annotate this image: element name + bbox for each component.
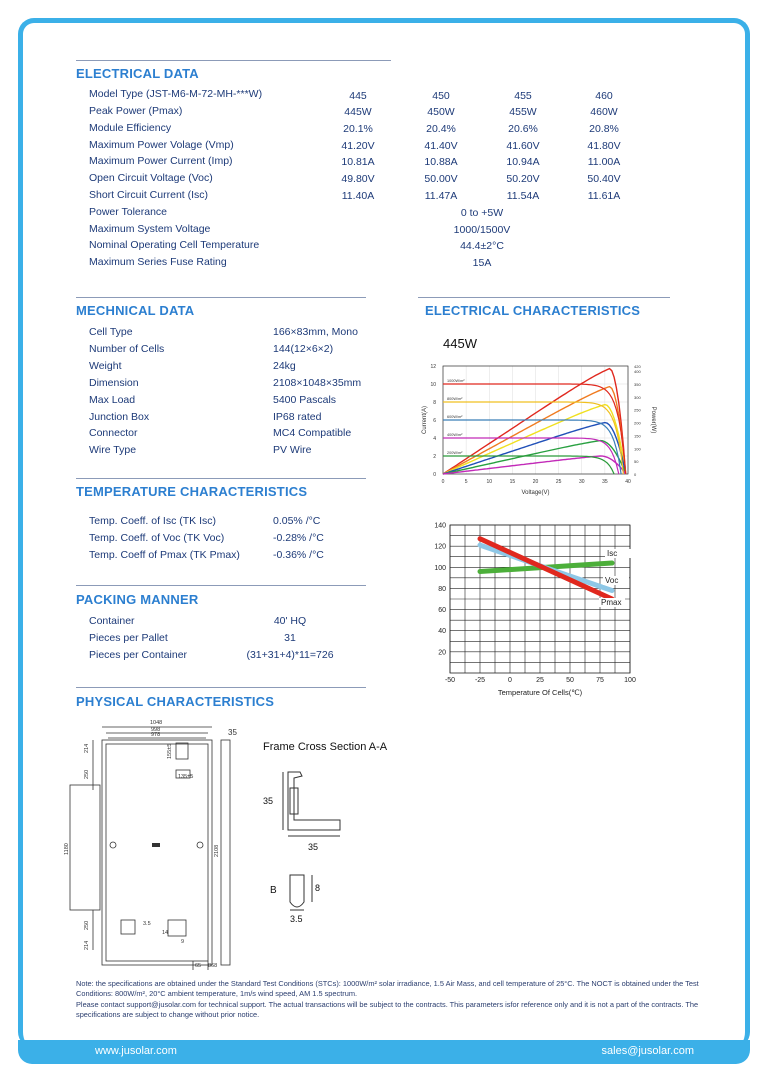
packing-label: Pieces per Container <box>89 649 188 661</box>
y-tick-label: 12 <box>430 364 436 370</box>
frame-cross-section <box>258 760 368 940</box>
divider <box>418 297 670 298</box>
b-height: 8 <box>315 883 321 893</box>
note-line-2: Please contact support@jusolar.com for technical support. The actual transactions will be subject to the contracts. This parameters isfor reference only and it is not a part of the contracts. The specifications are subject to change without prior notice. <box>76 999 699 1020</box>
spec-label: Module Efficiency <box>89 121 172 134</box>
dim-35-side: 35 <box>228 728 237 737</box>
y-tick-label: 2 <box>433 454 436 460</box>
dim-250-top: 250 <box>84 769 90 779</box>
y-tick-label: 40 <box>438 628 446 636</box>
y2-tick-label: 150 <box>634 433 641 439</box>
mech-label: Cell Type <box>89 326 133 338</box>
dim-250-bottom: 250 <box>84 920 90 930</box>
spec-value: 20.4% <box>426 122 456 135</box>
spec-value: 1000/1500V <box>453 223 511 236</box>
mech-label: Weight <box>89 359 122 372</box>
x-tick-label: 40 <box>625 479 631 485</box>
iv-curve <box>443 420 621 474</box>
y2-tick-label: 100 <box>634 446 641 452</box>
series-label: Voc <box>605 576 619 585</box>
mech-value: MC4 Compatible <box>273 427 352 440</box>
section-title-temperature: TEMPERATURE CHARACTERISTICS <box>76 484 308 499</box>
temperature-chart <box>425 515 655 697</box>
model-value: 460 <box>595 90 613 102</box>
x-tick-label: -50 <box>444 677 456 684</box>
spec-value: 15A <box>472 257 492 270</box>
temp-label: Temp. Coeff. of Voc (TK Voc) <box>89 531 225 544</box>
iv-curve-chart <box>418 358 678 498</box>
dim-214-top: 214 <box>84 743 90 753</box>
section-title-physical: PHYSICAL CHARACTERISTICS <box>76 694 275 709</box>
spec-value: 20.6% <box>508 122 538 135</box>
dim-868: 868 <box>208 963 218 969</box>
temp-value: -0.28% /°C <box>273 531 324 544</box>
spec-value: 50.40V <box>587 173 621 186</box>
spec-value: 50.20V <box>506 173 540 186</box>
dim-3-5: 3.5 <box>143 921 151 927</box>
module-side-profile <box>221 740 230 965</box>
x-tick-label: 15 <box>509 479 516 485</box>
spec-value: 50.00V <box>424 173 458 186</box>
model-value: 455 <box>514 90 532 102</box>
mech-value: 24kg <box>273 359 296 372</box>
spec-value: 0 to +5W <box>460 206 504 219</box>
y-tick-label: 20 <box>438 649 446 657</box>
y2-tick-label: 0 <box>634 472 637 477</box>
spec-value: 450W <box>427 106 455 118</box>
temp-label: Temp. Coeff. of Isc (TK Isc) <box>89 515 217 527</box>
y2-tick-label: 300 <box>634 394 641 400</box>
packing-label: Container <box>89 615 135 627</box>
series-label: 200W/m² <box>447 451 463 455</box>
x-tick-label: 25 <box>536 677 544 684</box>
module-outline <box>102 740 212 965</box>
x-tick-label: 20 <box>532 479 539 485</box>
spec-label: Peak Power (Pmax) <box>89 105 183 117</box>
section-title-electrical: ELECTRICAL DATA <box>76 66 199 81</box>
y-tick-label: 100 <box>434 564 446 572</box>
dim-998: 998 <box>151 727 161 733</box>
y-tick-label: 120 <box>434 543 446 551</box>
dim-155: 155±5 <box>167 743 173 759</box>
temp-label: Temp. Coeff of Pmax (TK Pmax) <box>89 548 240 561</box>
spec-value: 41.20V <box>341 139 375 152</box>
series-label: 1000W/m² <box>447 379 465 383</box>
spec-note <box>76 979 716 1020</box>
x-tick-label: 75 <box>596 677 604 684</box>
x-tick-label: 50 <box>566 677 574 684</box>
section-title-electrical-characteristics: ELECTRICAL CHARACTERISTICS <box>425 303 641 318</box>
model-value: 450 <box>432 90 450 102</box>
mech-value: IP68 rated <box>273 410 322 423</box>
mech-label: Junction Box <box>89 410 150 423</box>
spec-value: 10.94A <box>506 156 540 169</box>
spec-label: Nominal Operating Cell Temperature <box>89 239 260 252</box>
x-tick-label: 10 <box>486 479 493 485</box>
y-axis-label: Current(A) <box>422 405 428 435</box>
power-curve <box>443 387 626 474</box>
y-tick-label: 6 <box>433 418 436 424</box>
divider <box>76 60 391 61</box>
y2-tick-label: 50 <box>634 459 639 465</box>
divider <box>76 297 366 298</box>
spec-label: Short Circuit Current (Isc) <box>89 189 209 201</box>
x-tick-label: 30 <box>578 479 585 485</box>
section-title-packing: PACKING MANNER <box>76 592 199 607</box>
spec-value: 11.54A <box>506 190 540 202</box>
y-tick-label: 80 <box>438 585 446 593</box>
x-tick-label: 25 <box>555 479 562 485</box>
b-width: 3.5 <box>290 914 303 924</box>
spec-value: 41.40V <box>424 139 458 152</box>
spec-value: 41.80V <box>587 139 621 152</box>
frame-section-title: Frame Cross Section A-A <box>263 741 388 753</box>
module-dimension-drawing <box>58 715 248 975</box>
model-type-label: Model Type (JST-M6-M-72-MH-***W) <box>89 88 263 100</box>
frame-height: 35 <box>263 796 274 806</box>
divider <box>76 585 366 586</box>
spec-value: 44.4±2°C <box>460 240 504 253</box>
y2-axis-label: Power(W) <box>650 406 656 434</box>
packing-label: Pieces per Pallet <box>89 632 168 644</box>
mech-value: 144(12×6×2) <box>273 342 334 355</box>
y-tick-label: 0 <box>433 472 436 478</box>
mech-label: Dimension <box>89 376 139 389</box>
x-tick-label: 100 <box>624 677 636 684</box>
footer-bar <box>18 1040 750 1064</box>
y2-tick-label: 250 <box>634 407 641 413</box>
note-line-1: Note: the specifications are obtained under the Standard Test Conditions (STCs): 1000W/m² solar irradiance, 1.5 Air Mass, and cell temperature of 25°C. The NOCT is obtained under the Test Conditions: 800W/m², 20°C ambient temperature, 1m/s wind speed, AM 1.5 spectrum. <box>76 979 699 999</box>
spec-label: Open Circuit Voltage (Voc) <box>89 172 213 185</box>
spec-value: 49.80V <box>341 173 375 186</box>
model-value: 445 <box>349 90 367 102</box>
spec-label: Maximum Power Current (Imp) <box>89 155 233 168</box>
y2-tick-label: 400 <box>634 369 641 375</box>
dim-135: 135±5 <box>178 774 194 780</box>
power-curve <box>443 441 626 474</box>
x-axis-label: Temperature Of Cells(℃) <box>497 688 583 697</box>
divider <box>76 687 366 688</box>
x-tick-label: 0 <box>441 479 445 485</box>
spec-value: 11.61A <box>587 190 621 202</box>
spec-value: 455W <box>509 106 537 118</box>
iv-curve <box>443 384 626 474</box>
iv-chart-title: 445W <box>443 336 477 351</box>
dim-65: 65 <box>195 963 202 969</box>
x-tick-label: 35 <box>602 479 608 485</box>
frame-width: 35 <box>308 842 319 852</box>
packing-value: 40' HQ <box>273 615 307 627</box>
spec-value: 41.60V <box>506 139 540 152</box>
y-tick-label: 140 <box>434 522 446 530</box>
spec-value: 11.40A <box>341 190 375 202</box>
y2-tick-label: 200 <box>634 420 641 426</box>
x-tick-label: 0 <box>508 677 512 684</box>
divider <box>76 478 366 479</box>
mech-value: 166×83mm, Mono <box>273 326 358 338</box>
mech-label: Wire Type <box>89 444 137 457</box>
power-curve <box>443 423 626 474</box>
mech-label: Connector <box>89 427 138 440</box>
spec-value: 460W <box>590 106 618 118</box>
mounting-area <box>70 785 100 910</box>
spec-label: Maximum System Voltage <box>89 222 211 235</box>
series-label: Isc <box>607 549 618 558</box>
packing-value: 31 <box>284 632 296 644</box>
y2-tick-label: 350 <box>634 382 641 387</box>
packing-value: (31+31+4)*11=726 <box>246 649 334 661</box>
dim-1180: 1180 <box>64 843 70 855</box>
footer-email-link[interactable]: sales@jusolar.com <box>601 1045 694 1057</box>
mech-value: 2108×1048×35mm <box>273 376 362 389</box>
dim-1048: 1048 <box>150 720 163 726</box>
x-tick-label: 5 <box>464 479 468 485</box>
x-axis-label: Voltage(V) <box>521 490 550 496</box>
b-label: B <box>270 885 277 896</box>
y-tick-label: 60 <box>438 607 446 615</box>
x-tick-label: -25 <box>474 677 486 684</box>
footer-website-link[interactable]: www.jusolar.com <box>95 1045 177 1057</box>
spec-label: Power Tolerance <box>89 205 168 218</box>
dim-978: 978 <box>151 732 161 738</box>
spec-label: Maximum Series Fuse Rating <box>89 256 227 269</box>
temp-value: 0.05% /°C <box>273 515 321 527</box>
spec-value: 11.47A <box>424 190 458 202</box>
spec-value: 10.81A <box>341 156 375 169</box>
spec-label: Maximum Power Volage (Vmp) <box>89 138 234 151</box>
mech-value: 5400 Pascals <box>273 393 337 406</box>
series-label: 800W/m² <box>447 397 463 401</box>
dim-214-bottom: 214 <box>84 940 90 950</box>
spec-value: 20.1% <box>343 122 373 135</box>
y2-tick-label: 420 <box>634 364 641 369</box>
mech-label: Max Load <box>89 393 136 406</box>
spec-value: 445W <box>344 106 372 118</box>
series-label: Pmax <box>601 598 622 607</box>
dim-9: 9 <box>181 939 185 945</box>
y-tick-label: 10 <box>430 382 436 388</box>
mech-value: PV Wire <box>273 444 312 457</box>
series-label: 600W/m² <box>447 415 463 419</box>
mech-label: Number of Cells <box>89 342 165 355</box>
spec-value: 10.88A <box>424 156 458 169</box>
y-tick-label: 4 <box>433 436 436 442</box>
dim-2108: 2108 <box>214 844 220 857</box>
temp-value: -0.36% /°C <box>273 548 324 561</box>
series-label: 400W/m² <box>447 433 463 437</box>
dim-14: 14 <box>162 930 169 936</box>
section-title-mechnical: MECHNICAL DATA <box>76 303 195 318</box>
spec-value: 11.00A <box>587 156 621 169</box>
y-tick-label: 8 <box>433 400 436 406</box>
spec-value: 20.8% <box>589 122 619 135</box>
